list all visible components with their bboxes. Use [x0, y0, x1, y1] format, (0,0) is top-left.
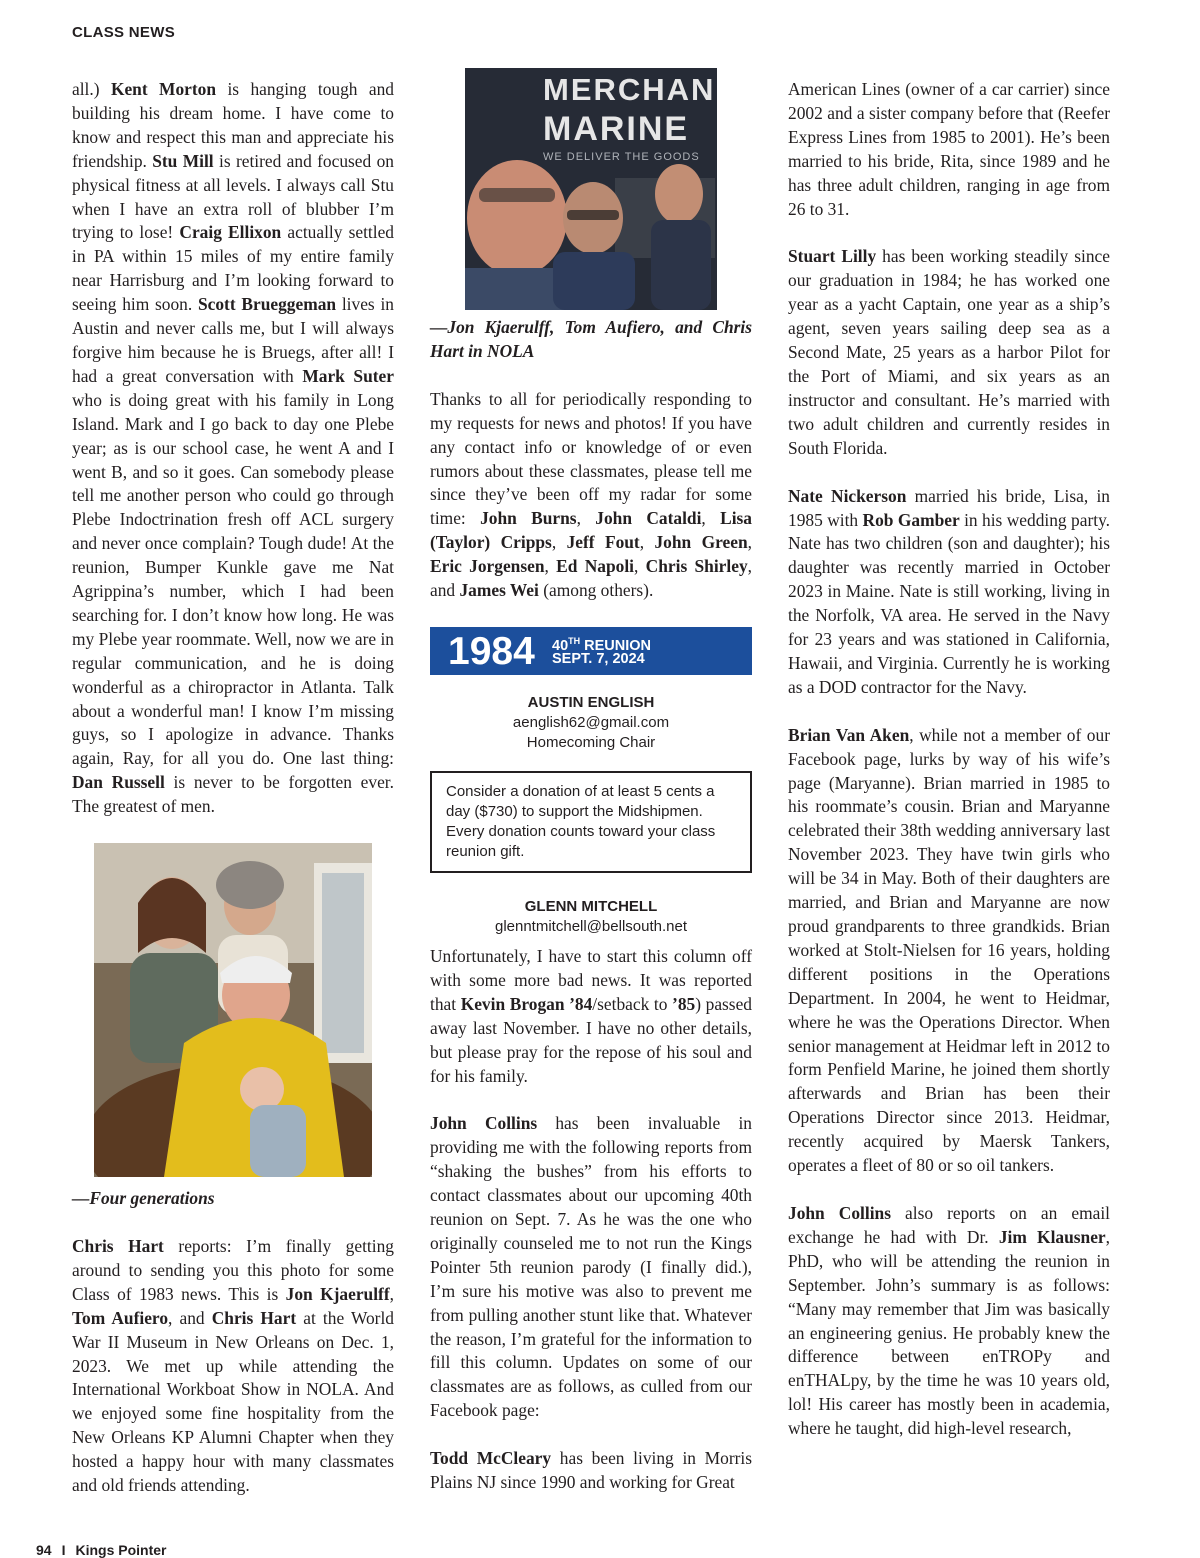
person-name: Chris Hart	[211, 1307, 297, 1328]
reunion-ordinal-suffix: TH	[568, 635, 581, 646]
person-name: Eric Jorgensen	[430, 556, 545, 577]
nola-photo-image	[465, 68, 717, 310]
paragraph: Chris Hart reports: I’m finally getting around to sending you this photo for some Class of 1983 news. This is Jon Kjaerulff, Tom Aufiero, and Chris Hart at the World War II Museum in New Orleans on Dec. 1, 2023. We met up while attending the International Workboat Show in NOLA. And we enjoyed some fine hospitality from the New Orleans KP Alumni Chapter when they hosted a happy hour with many classmates and old friends attending.	[72, 1236, 394, 1496]
column-2	[430, 316, 752, 1519]
person-name: Jim Klausner	[998, 1226, 1106, 1247]
person-name: Kevin Brogan ’84	[460, 993, 593, 1014]
four-generations-photo	[94, 843, 372, 1177]
person-name: John Green	[654, 532, 748, 553]
paragraph: Stuart Lilly has been working steadily since our graduation in 1984; he has worked one year as a yacht Captain, one year as a ship’s agent, seven years sailing deep sea as a Second Mate, 25 years as a harbor Pilot for the Port of Miami, and six years as an instructor and consultant. He’s married with two adult children and currently resides in South Florida.	[788, 246, 1110, 458]
contact-name: GLENN MITCHELL	[524, 897, 658, 915]
person-name: Rob Gamber	[862, 509, 960, 530]
sign-text-2: MARINE	[543, 110, 690, 148]
footer-separator: I	[61, 1542, 66, 1558]
person-name: Mark Suter	[302, 365, 394, 386]
contact-glenn-mitchell	[430, 897, 752, 937]
section-label: CLASS NEWS	[72, 24, 176, 41]
person-name: Jeff Fout	[566, 532, 640, 553]
four-generations-caption: —Four generations	[72, 1188, 215, 1209]
paragraph: Unfortunately, I have to start this column off with some more bad news. It was reported that Kevin Brogan ’84/setback to ’85) passed away last November. I have no other details, but please pray for the repose of his soul and for his family.	[430, 945, 752, 1086]
donation-notice: Consider a donation of at least 5 cents a day ($730) to support the Midshipmen. Every donation counts toward your class reunion gift.	[430, 771, 752, 873]
family-photo-image	[94, 843, 372, 1177]
paragraph: all.) Kent Morton is hanging tough and building his dream home. I have come to know and respect this man and appreciate his friendship. Stu Mill is retired and focused on physical fitness at all levels. I always call Stu when I have an extra roll of blubber I’m trying to lose! Craig Ellixon actually settled in PA within 15 miles of my entire family near Harrisburg and I’m looking forward to seeing him soon. Scott Brueggeman lives in Austin and never calls me, but I will always forgive him because he is Bruegs, after all! I had a great conversation with Mark Suter who is doing great with his family in Long Island. Mark and I go back to day one Plebe year; as is our school case, he went A and I went B, and so it goes. Can somebody please tell me another person who could go through Plebe Indoctrination fresh off ACL surgery and never once complain? Tough dude! At the reunion, Bumper Kunkle gave me Nat Agrippina’s number, which I had been searching for. I don’t know how long. He was my Plebe year roommate. Well, now we are in regular communication, and he is doing wonderful as a chiropractor in Atlanta. Talk about a wonderful man! I know I’m missing guys, so I apologize in advance. Thanks again, Ray, for all you do. One last thing: Dan Russell is never to be forgotten ever. The greatest of men.	[72, 79, 395, 817]
person-name: John Cataldi	[595, 508, 702, 529]
reunion-ordinal: 40	[552, 637, 569, 654]
page-number: 94	[36, 1542, 52, 1558]
person-name: Dan Russell	[72, 772, 165, 793]
person-name: John Burns	[480, 508, 577, 529]
reunion-year: 1984	[448, 629, 535, 673]
nola-photo	[465, 68, 717, 310]
page-footer	[36, 1542, 166, 1558]
person-name: Brian Van Aken	[788, 724, 910, 745]
sign-text-3: WE DELIVER THE GOODS	[543, 151, 700, 163]
paragraph: John Collins has been invaluable in providing me with the following reports from “shaking the bushes” from his efforts to contact classmates about our upcoming 40th reunion on Sept. 7. As he was the one who originally counseled me to not run the Kings Pointer 5th reunion parody (I finally did.), I’m sure his motive was also to prevent me from pulling another stunt like that. Whatever the reason, I’m grateful for the information to fill this column. Updates on some of our classmates are as follows, as culled from our Facebook page:	[430, 1113, 752, 1421]
person-name: Jon Kjaerulff	[285, 1283, 390, 1304]
paragraph: Todd McCleary has been living in Morris Plains NJ since 1990 and working for Great	[430, 1448, 752, 1493]
paragraph: John Collins also reports on an email exchange he had with Dr. Jim Klausner, PhD, who will be attending the reunion in September. John’s summary is as follows: “Many may remember that Jim was basically an engineering genius. He probably knew the difference between enTROPy and enTHALpy, by the time he was 10 years old, lol! His career has mostly been in academia, where he taught, did high-level research,	[788, 1202, 1111, 1439]
contact-name: AUSTIN ENGLISH	[527, 693, 655, 711]
person-name: Kent Morton	[110, 79, 217, 99]
nola-caption: —Jon Kjaerulff, Tom Aufiero, and Chris Hart in NOLA	[430, 317, 752, 361]
paragraph: Thanks to all for periodically responding to my requests for news and photos! If you have any contact info or knowledge of or even rumors about these classmates, please tell me since they’ve been off my radar for some time: John Burns, John Cataldi, Lisa (Taylor) Cripps, Jeff Fout, John Green, Eric Jorgensen, Ed Napoli, Chris Shirley, and James Wei (among others).	[430, 388, 752, 601]
column-3	[788, 78, 1110, 1465]
reunion-title-rest: REUNION	[580, 637, 652, 654]
contact-email[interactable]: glenntmitchell@bellsouth.net	[494, 917, 687, 935]
reunion-date: SEPT. 7, 2024	[552, 650, 645, 667]
sign-text-1: MERCHAN	[543, 72, 716, 107]
person-name: Scott Brueggeman	[197, 294, 337, 315]
person-name: Ed Napoli	[556, 556, 635, 577]
person-name: Stuart Lilly	[788, 246, 877, 267]
person-name: Todd McCleary	[430, 1448, 552, 1469]
paragraph: Nate Nickerson married his bride, Lisa, in 1985 with Rob Gamber in his wedding party. Nate has two children (son and daughter); his daughter was recently married in October 2023 in Maine. Nate is still working, living in the Norfolk, VA area. He served in the Navy for 23 years and was stationed in California, Hawaii, and Virginia. Currently he is working as a DOD contractor for the Navy.	[788, 485, 1110, 697]
person-name: Chris Hart	[72, 1236, 164, 1256]
person-name: Chris Shirley	[645, 556, 748, 577]
person-name: Lisa (Taylor) Cripps	[430, 508, 752, 553]
contact-role: Homecoming Chair	[526, 733, 656, 751]
person-name: Tom Aufiero	[72, 1307, 169, 1328]
person-name: ’85	[672, 993, 696, 1014]
person-name: John Collins	[788, 1202, 891, 1223]
contact-email[interactable]: aenglish62@gmail.com	[512, 713, 670, 731]
contact-austin-english	[430, 693, 752, 753]
publication-name: Kings Pointer	[75, 1542, 167, 1558]
paragraph: Brian Van Aken, while not a member of our Facebook page, lurks by way of his wife’s page (Maryanne). Brian married in 1985 to his roommate’s cousin. Brian and Maryanne celebrated their 38th wedding anniversary last November 2023. They have twin girls who will be 34 in May. Both of their daughters are married, and Brian and Maryanne are now proud grandparents to three grandkids. Brian worked at Stolt-Nielsen for 16 years, holding different positions in the Operations Department. In 2004, he went to Heidmar, where he was the Operations Director. When senior management at Heidmar left in 2012 to form Penfield Marine, he joined them shortly afterwards and Brian has been their Operations Director since 2013. Heidmar, recently acquired by Maersk Tankers, operates a fleet of 80 or so oil tankers.	[788, 724, 1110, 1176]
person-name: Craig Ellixon	[179, 222, 282, 243]
person-name: Nate Nickerson	[788, 485, 907, 506]
reunion-banner	[430, 627, 752, 675]
person-name: Stu Mill	[152, 150, 214, 171]
person-name: James Wei	[459, 580, 539, 601]
person-name: John Collins	[430, 1113, 538, 1134]
column-1	[72, 78, 394, 1522]
paragraph: American Lines (owner of a car carrier) since 2002 and a sister company before that (Reefer Express Lines from 1985 to 2001). He’s been married to his bride, Rita, since 1989 and he has three adult children, ranging in age from 26 to 31.	[788, 79, 1110, 219]
